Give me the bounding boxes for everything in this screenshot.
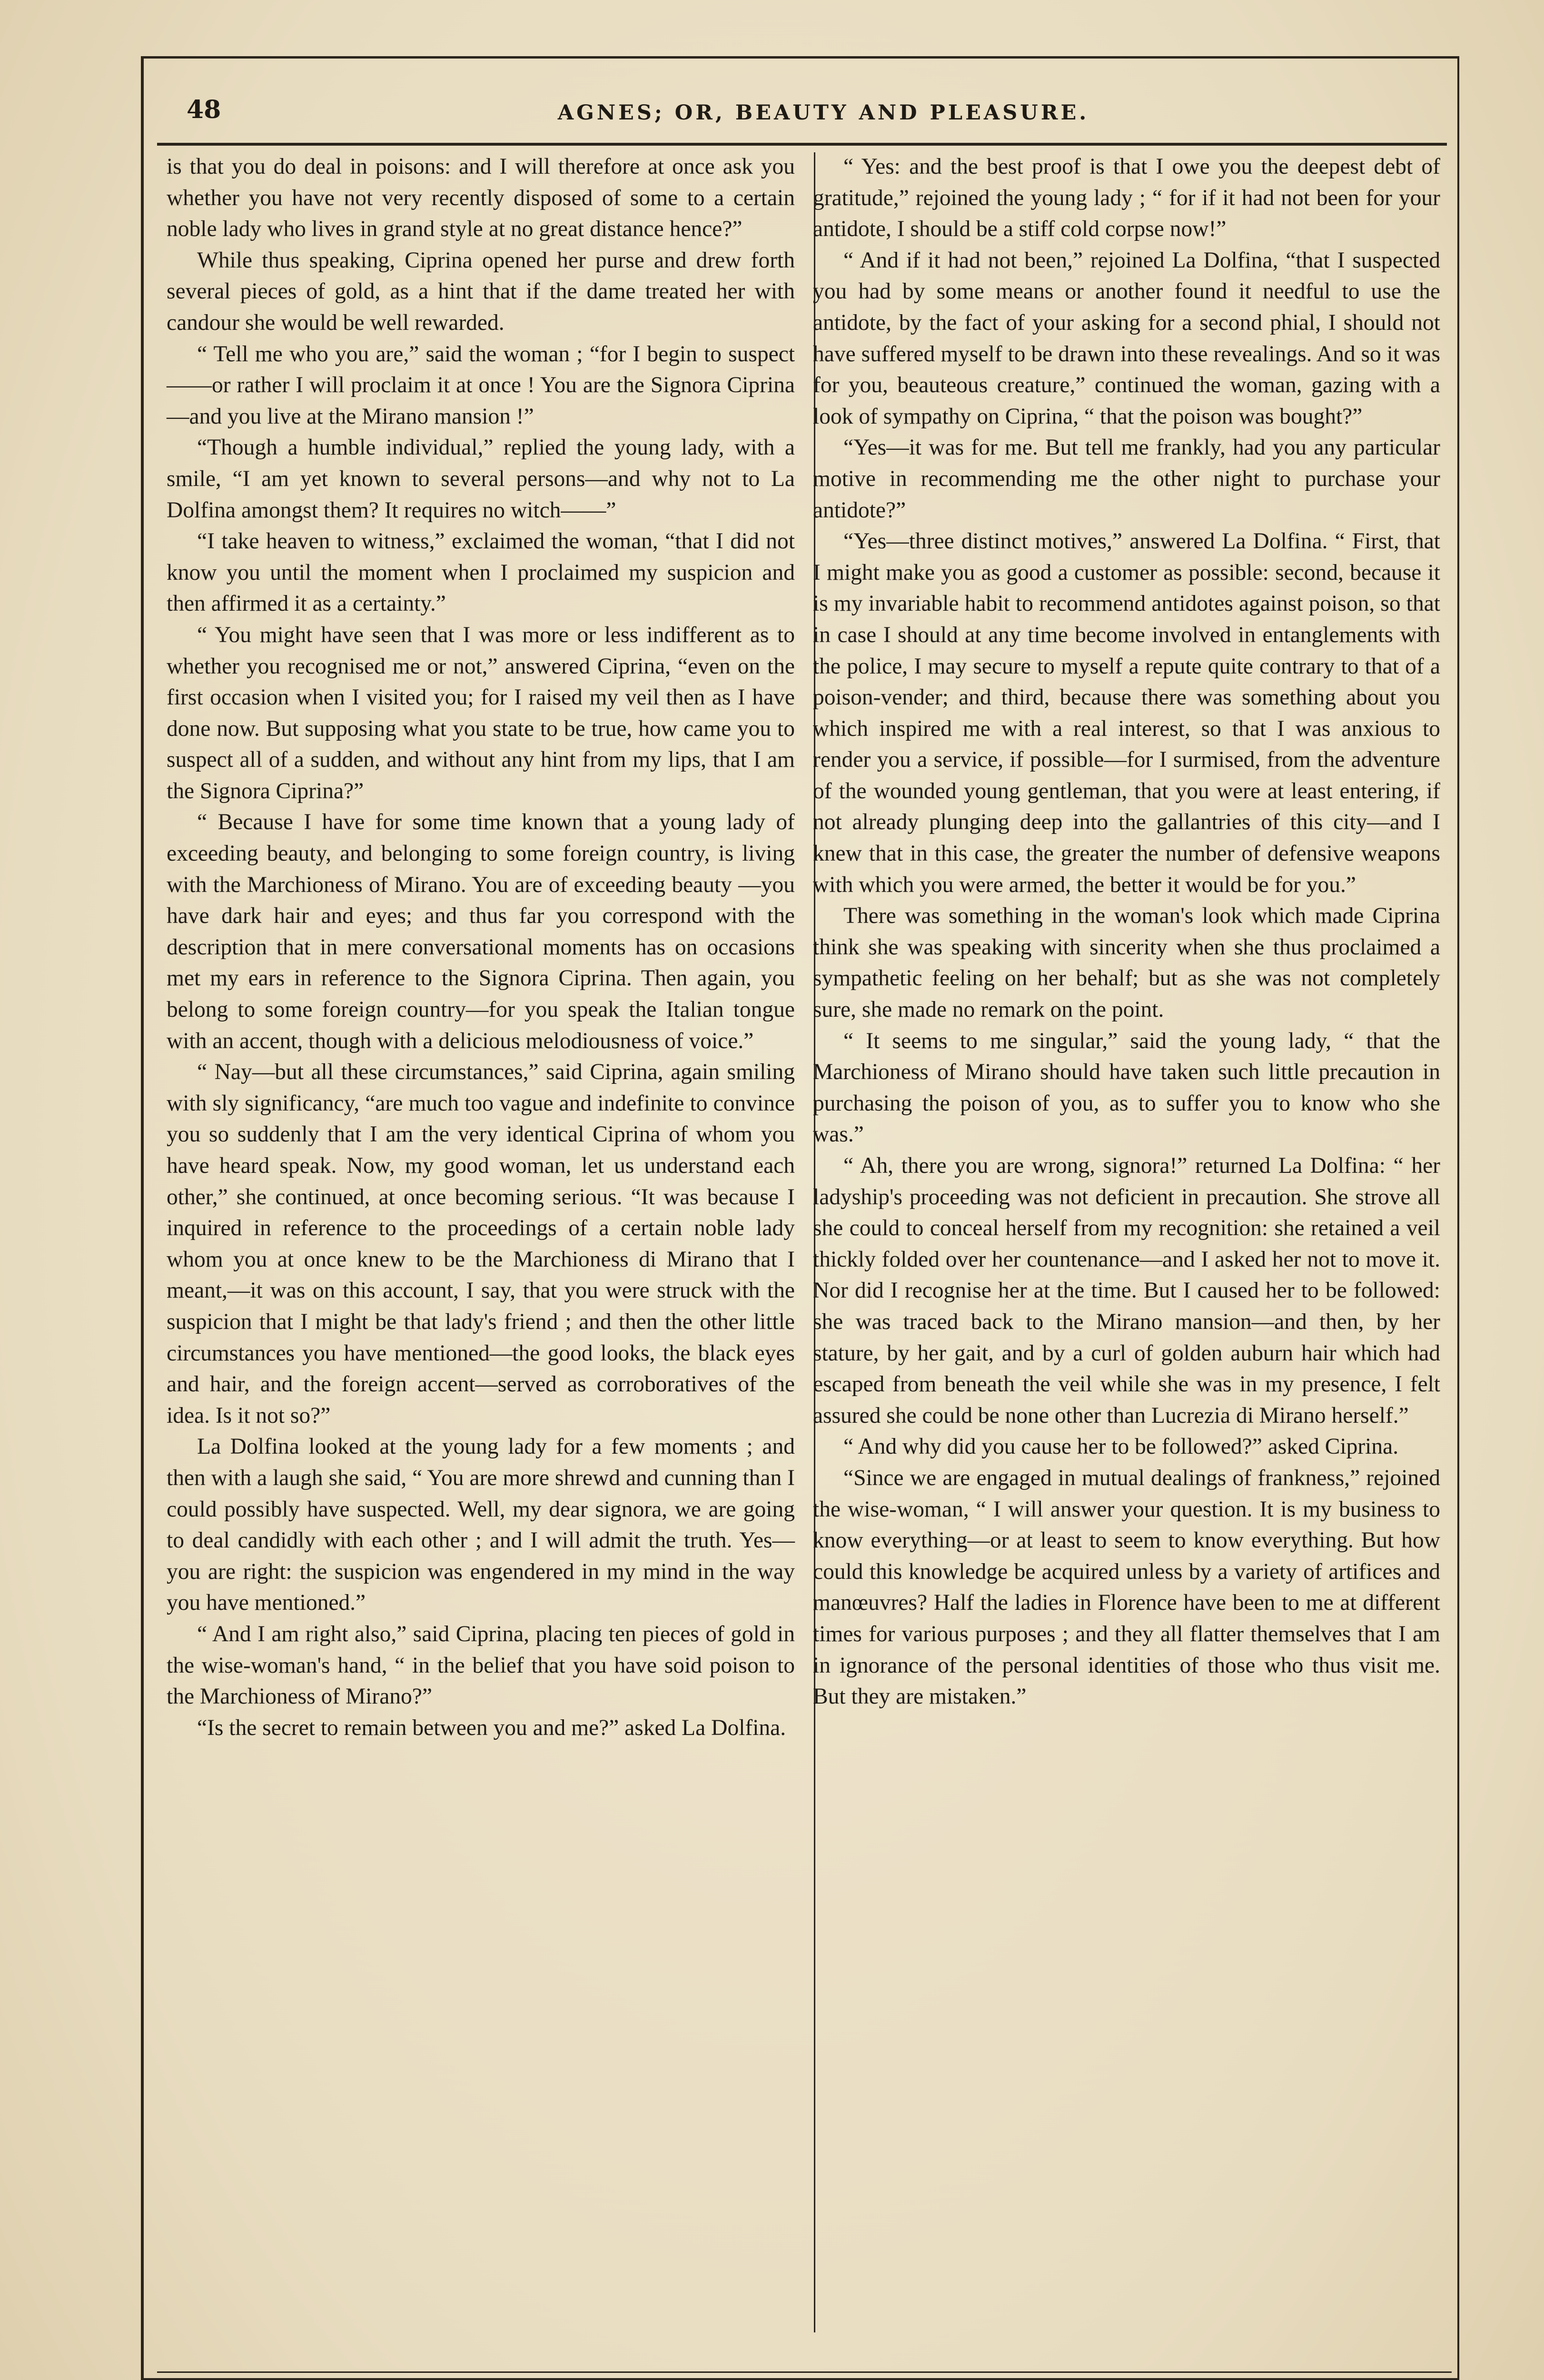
paragraph: “ It seems to me singular,” said the young lady, “ that the Marchioness of Mirano should have taken such little precaution in purchasing the poison of you, as to suffer you to know who she was.” — [813, 1028, 1440, 1147]
paragraph: “ Yes: and the best proof is that I owe you the deepest debt of gratitude,” rejoined the young lady ; “ for if it had not been for your antidote, I should be a stiff cold corpse now!” — [813, 154, 1440, 242]
paragraph: “Since we are engaged in mutual dealings of frankness,” rejoined the wise-woman, “ I will answer your question. It is my business to know everything—or at least to seem to know everything. But how could this knowledge be acquired unless by a variety of artifices and manœuvres? Half the ladies in Florence have been to me at different times for various purposes ; and they all flatter themselves that I am in ignorance of the personal identities of those who thus visit me. But they are mistaken.” — [813, 1465, 1440, 1709]
paragraph: “Though a humble individual,” replied the young lady, with a smile, “I am yet known to several persons—and why not to La Dolfina amongst them? It requires no witch——” — [167, 435, 795, 523]
paragraph: “Yes—it was for me. But tell me frankly, had you any particular motive in recommending me the other night to purchase your antidote?” — [813, 435, 1440, 523]
paragraph: “Yes—three distinct motives,” answered La Dolfina. “ First, that I might make you as good a customer as possible: second, because it is my invariable habit to recommend antidotes against poison, so that in case I should at any time become involved in entanglements with the police, I may secure to myself a repute quite contrary to that of a poison-vender; and third, because there was something about you which inspired me with a real interest, so that I was anxious to render you a service, if possible—for I surmised, from the adventure of the wounded young gentleman, that you were at least entering, if not already plunging deep into the gallantries of this city—and I knew that in this case, the greater the number of defensive weapons with which you were armed, the better it would be for you.” — [813, 529, 1440, 897]
page-number: 48 — [187, 95, 221, 124]
left-border-rule — [141, 56, 144, 2379]
right-column — [813, 151, 1440, 1713]
paragraph: There was something in the woman's look which made Ciprina think she was speaking with sincerity when she thus proclaimed a sympathetic feeling on her behalf; but as she was not completely sure, she made no remark on the point. — [813, 903, 1440, 1022]
paragraph: “I take heaven to witness,” exclaimed the woman, “that I did not know you until the moment when I proclaimed my suspicion and then affirmed it as a certainty.” — [167, 529, 795, 616]
bottom-rule-thick — [141, 2378, 1459, 2380]
paragraph: “Is the secret to remain between you and me?” asked La Dolfina. — [197, 1715, 786, 1740]
paragraph: “ Ah, there you are wrong, signora!” returned La Dolfina: “ her ladyship's proceeding was not deficient in precaution. She strove all she could to conceal herself from my recognition: she retained a veil thickly folded over her countenance—and I asked her not to move it. Nor did I recognise her at the time. But I caused her to be followed: she was traced back to the Mirano mansion—and then, by her stature, by her gait, and by a curl of golden auburn hair which had escaped from beneath the veil while she was in my presence, I felt assured she could be none other than Lucrezia di Mirano herself.” — [813, 1153, 1440, 1428]
running-title: AGNES; OR, BEAUTY AND PLEASURE. — [557, 101, 1089, 125]
paragraph: While thus speaking, Ciprina opened her purse and drew forth several pieces of gold, as a hint that if the dame treated her with candour she would be well rewarded. — [167, 248, 795, 335]
paragraph: “ And why did you cause her to be followed?” asked Ciprina. — [843, 1434, 1399, 1459]
paragraph: “ And I am right also,” said Ciprina, placing ten pieces of gold in the wise-woman's hand, “ in the belief that you have soid poison to the Marchioness of Mirano?” — [167, 1621, 795, 1709]
right-border-rule — [1457, 56, 1459, 2379]
paragraph: “ You might have seen that I was more or less indifferent as to whether you recognised me or not,” answered Ciprina, “even on the first occasion when I visited you; for I raised my veil then as I have done now. But supposing what you state to be true, how came you to suspect all of a sudden, and without any hint from my lips, that I am the Signora Ciprina?” — [167, 622, 795, 803]
paragraph: “ And if it had not been,” rejoined La Dolfina, “that I suspected you had by some means or another found it needful to use the antidote, by the fact of your asking for a second phial, I should not have suffered myself to be drawn into these revealings. And so it was for you, beauteous creature,” continued the woman, gazing with a look of sympathy on Ciprina, “ that the poison was bought?” — [813, 248, 1440, 429]
paragraph: is that you do deal in poisons: and I will therefore at once ask you whether you have not very recently disposed of some to a certain noble lady who lives in grand style at no great distance hence?” — [167, 154, 795, 242]
top-border-rule — [141, 56, 1459, 59]
paragraph: “ Nay—but all these circumstances,” said Ciprina, again smiling with sly significancy, “are much too vague and indefinite to convince you so suddenly that I am the very identical Ciprina of whom you have heard speak. Now, my good woman, let us understand each other,” she continued, at once becoming serious. “It was because I inquired in reference to the proceedings of a certain noble lady whom you at once knew to be the Marchioness di Mirano that I meant,—it was on this account, I say, that you were struck with the suspicion that I might be that lady's friend ; and then the other little circumstances you have mentioned—the good looks, the black eyes and hair, and the foreign accent—served as corroboratives of the idea. Is it not so?” — [167, 1060, 795, 1428]
paragraph: La Dolfina looked at the young lady for a few moments ; and then with a laugh she said, “ You are more shrewd and cunning than I could possibly have suspected. Well, my dear signora, we are going to deal candidly with each other ; and I will admit the truth. Yes—you are right: the suspicion was engendered in my mind in the way you have mentioned.” — [167, 1434, 795, 1616]
paragraph: “ Tell me who you are,” said the woman ; “for I begin to suspect——or rather I will proclaim it at once ! You are the Signora Ciprina—and you live at the Mirano mansion !” — [167, 341, 795, 429]
bottom-rule-thin — [157, 2371, 1452, 2373]
header-rule — [157, 143, 1447, 146]
paragraph: “ Because I have for some time known that a young lady of exceeding beauty, and belonging to some foreign country, is living with the Marchioness of Mirano. You are of exceeding beauty —you have dark hair and eyes; and thus far you correspond with the description that in mere conversational moments has on occasions met my ears in reference to the Signora Ciprina. Then again, you belong to some foreign country—for you speak the Italian tongue with an accent, though with a delicious melodiousness of voice.” — [167, 810, 795, 1053]
left-column — [167, 151, 795, 1744]
